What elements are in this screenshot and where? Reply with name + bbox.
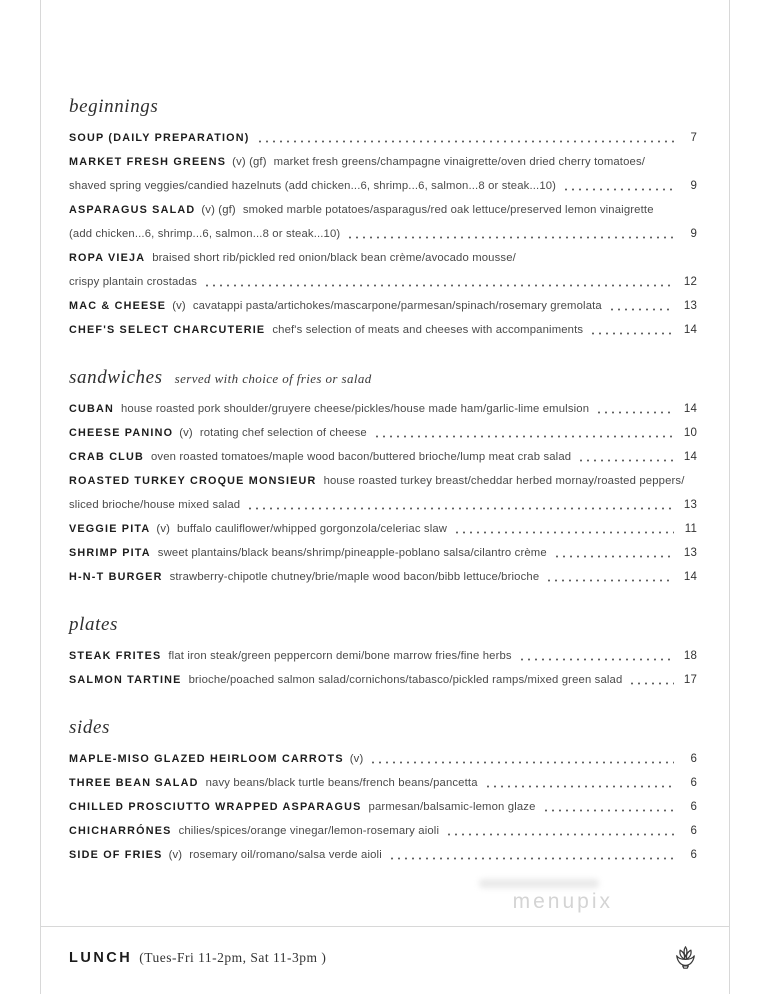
menu-item-line [69,673,697,687]
item-name: VEGGIE PITA [69,523,151,535]
section-title-text: plates [69,614,118,635]
item-description: strawberry-chipotle chutney/brie/maple wood bacon/bibb lettuce/brioche [169,571,540,583]
item-price: 7 [690,132,697,144]
dotted-leader [556,555,674,558]
menu-item [69,251,697,289]
menu-section-beginnings [69,96,697,337]
dotted-leader [580,459,674,462]
menu-item [69,426,697,440]
menu-item [69,402,697,416]
item-name: MARKET FRESH GREENS [69,156,227,168]
item-description: chilies/spices/orange vinegar/lemon-rosemary aioli [178,825,440,837]
menu-item-line [69,450,697,464]
item-description: oven roasted tomatoes/maple wood bacon/buttered brioche/lump meat crab salad [150,451,572,463]
item-price: 17 [683,674,697,686]
menu-item-line [69,546,697,560]
menu-item-line [69,800,697,814]
item-description: parmesan/balsamic-lemon glaze [368,801,536,813]
item-description-continued: (add chicken...6, shrimp...6, salmon...8 or steak...10) [69,228,341,240]
menu-item-line [69,131,697,145]
item-name: H-N-T BURGER [69,571,163,583]
section-title [69,717,697,739]
dotted-leader [611,308,674,311]
dotted-leader [249,507,674,510]
dotted-leader [631,682,674,685]
watermark: menupix [512,890,613,913]
menu-item [69,323,697,337]
menu-item [69,474,697,512]
item-price: 11 [684,523,697,535]
menu-item-line [69,155,697,169]
menu-item-line [69,848,697,862]
footer-lunch-title: LUNCH [69,949,133,966]
menu-item-line [69,752,697,766]
dotted-leader [456,531,674,534]
menu-item [69,800,697,814]
item-description-continued: crispy plantain crostadas [69,276,198,288]
item-description: buffalo cauliflower/whipped gorgonzola/celeriac slaw [177,523,448,535]
item-name: CHEESE PANINO [69,427,174,439]
item-name: CRAB CLUB [69,451,144,463]
item-tags: (v) [172,300,186,312]
item-description: sweet plantains/black beans/shrimp/pineapple-poblano salsa/cilantro crème [157,547,547,559]
item-price: 13 [683,499,697,511]
item-description-continued: sliced brioche/house mixed salad [69,499,241,511]
section-title [69,614,697,636]
dotted-leader [521,658,674,661]
item-name: MAPLE-MISO GLAZED HEIRLOOM CARROTS [69,753,344,765]
menu-item-line [69,323,697,337]
menu-item [69,299,697,313]
item-price: 6 [690,753,697,765]
dotted-leader [448,833,674,836]
menu-item-line [69,402,697,416]
item-price: 6 [690,801,697,813]
footer [41,926,729,994]
footer-left [69,949,326,967]
item-name: MAC & CHEESE [69,300,167,312]
item-name: CHILLED PROSCIUTTO WRAPPED ASPARAGUS [69,801,362,813]
dotted-leader [259,140,674,143]
menu-item [69,131,697,145]
menu-item [69,546,697,560]
item-price: 9 [690,228,697,240]
item-description: brioche/poached salmon salad/cornichons/tabasco/pickled ramps/mixed green salad [188,674,623,686]
item-price: 10 [683,427,697,439]
item-price: 14 [683,451,697,463]
item-description: market fresh greens/champagne vinaigrette/oven dried cherry tomatoes/ [273,156,646,168]
dotted-leader [206,284,674,287]
menu-item [69,824,697,838]
item-name: CUBAN [69,403,114,415]
dotted-leader [592,332,674,335]
item-description: braised short rib/pickled red onion/black bean crème/avocado mousse/ [152,252,516,264]
menu-item [69,570,697,584]
menu-item-line [69,251,697,265]
item-tags: (v) (gf) [201,204,236,216]
footer-hours: (Tues-Fri 11-2pm, Sat 11-3pm ) [139,949,327,965]
menu-sections [69,96,697,862]
item-price: 9 [690,180,697,192]
item-name: ROPA VIEJA [69,252,146,264]
item-description: house roasted turkey breast/cheddar herbed mornay/roasted peppers/ [323,475,685,487]
menu-item-line-continuation [69,498,697,512]
item-name: THREE BEAN SALAD [69,777,199,789]
item-price: 6 [690,825,697,837]
menu-item-line [69,522,697,536]
item-price: 18 [683,650,697,662]
menu-item [69,450,697,464]
item-name: ROASTED TURKEY CROQUE MONSIEUR [69,475,317,487]
item-tags: (v) [349,753,364,765]
item-price: 14 [683,324,697,336]
dotted-leader [391,857,674,860]
item-price: 14 [683,403,697,415]
item-description: chef's selection of meats and cheeses with accompaniments [272,324,584,336]
menu-item-line [69,474,697,488]
menu-section-plates [69,614,697,687]
item-name: SALMON TARTINE [69,674,182,686]
section-title [69,367,697,389]
item-name: STEAK FRITES [69,650,162,662]
item-name: SIDE OF FRIES [69,849,163,861]
menu-item [69,848,697,862]
menu-item [69,649,697,663]
item-tags: (v) [168,849,183,861]
menu-item-line [69,570,697,584]
item-name: CHEF'S SELECT CHARCUTERIE [69,324,266,336]
menu-section-sandwiches [69,367,697,584]
dotted-leader [565,188,674,191]
item-tags: (v) (gf) [232,156,267,168]
item-description-continued: shaved spring veggies/candied hazelnuts (add chicken...6, shrimp...6, salmon...8 or steak...10) [69,180,557,192]
dotted-leader [349,236,674,239]
item-tags: (v) [156,523,171,535]
menu-item-line [69,203,697,217]
watermark-smudge [479,879,599,888]
menu-item-line-continuation [69,179,697,193]
item-price: 6 [690,849,697,861]
item-price: 12 [683,276,697,288]
item-name: SOUP (DAILY PREPARATION) [69,132,250,144]
dotted-leader [487,785,674,788]
menu-item-line [69,776,697,790]
dotted-leader [548,579,674,582]
artichoke-logo-icon [672,944,699,971]
item-description: house roasted pork shoulder/gruyere cheese/pickles/house made ham/garlic-lime emulsion [121,403,590,415]
item-name: SHRIMP PITA [69,547,151,559]
menu-item-line [69,649,697,663]
item-description: flat iron steak/green peppercorn demi/bone marrow fries/fine herbs [168,650,512,662]
menu-item [69,155,697,193]
section-title-text: sandwiches [69,367,163,388]
item-price: 13 [683,300,697,312]
item-price: 14 [683,571,697,583]
dotted-leader [372,761,674,764]
item-tags: (v) [179,427,193,439]
menu-item-line-continuation [69,227,697,241]
menu-item-line-continuation [69,275,697,289]
item-name: CHICHARRÓNES [69,825,172,837]
item-description: navy beans/black turtle beans/french beans/pancetta [205,777,478,789]
section-title-text: sides [69,717,110,738]
dotted-leader [376,435,674,438]
menu-item [69,752,697,766]
item-description: cavatappi pasta/artichokes/mascarpone/parmesan/spinach/rosemary gremolata [192,300,602,312]
item-description: rosemary oil/romano/salsa verde aioli [189,849,382,861]
menu-item-line [69,299,697,313]
section-subtitle: served with choice of fries or salad [174,371,372,386]
menu-content [41,0,729,872]
menu-item-line [69,426,697,440]
item-name: ASPARAGUS SALAD [69,204,196,216]
section-title [69,96,697,118]
menu-page [40,0,730,994]
menu-section-sides [69,717,697,862]
dotted-leader [598,411,674,414]
item-description: smoked marble potatoes/asparagus/red oak lettuce/preserved lemon vinaigrette [242,204,654,216]
dotted-leader [545,809,674,812]
menu-item [69,522,697,536]
item-description: rotating chef selection of cheese [199,427,367,439]
item-price: 13 [683,547,697,559]
section-title-text: beginnings [69,96,159,117]
item-price: 6 [690,777,697,789]
menu-item [69,776,697,790]
menu-item-line [69,824,697,838]
menu-item [69,673,697,687]
menu-item [69,203,697,241]
